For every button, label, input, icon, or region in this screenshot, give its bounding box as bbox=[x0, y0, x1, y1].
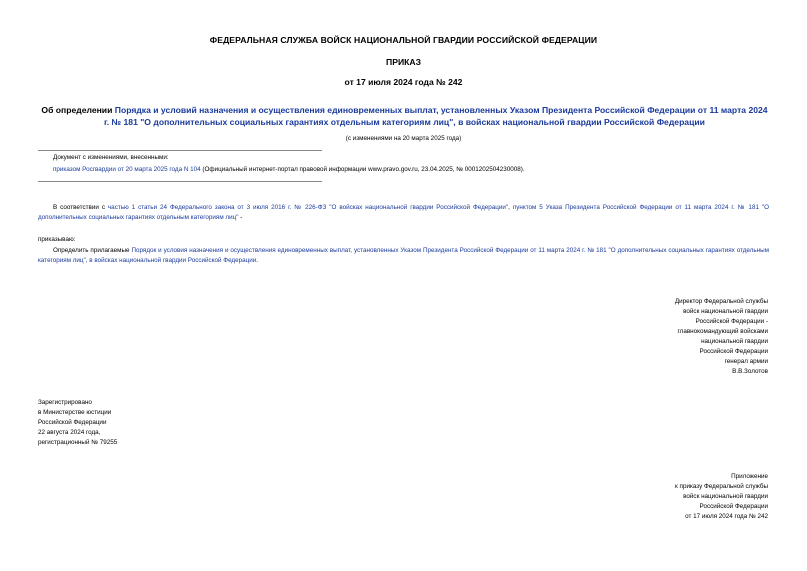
registration-line: Зарегистрировано bbox=[38, 399, 92, 406]
registration-line: Российской Федерации bbox=[38, 419, 107, 426]
divider-bottom bbox=[38, 181, 322, 182]
order-word: приказываю: bbox=[38, 236, 76, 243]
appendix-line: от 17 июля 2024 года № 242 bbox=[685, 513, 768, 520]
signature-block bbox=[675, 297, 768, 377]
signature-line: Директор Федеральной службы bbox=[674, 298, 768, 305]
preamble-paragraph bbox=[38, 203, 769, 223]
preamble-suffix: - bbox=[238, 214, 243, 221]
appendix-line: войск национальной гвардии bbox=[683, 493, 768, 500]
title-prefix: Об определении bbox=[41, 105, 115, 115]
signature-line: Российской Федерации - bbox=[695, 318, 768, 325]
appendix-block bbox=[675, 472, 768, 522]
amendments-note: (с изменениями на 20 марта 2025 года) bbox=[345, 135, 462, 142]
order-prefix: Определить прилагаемые bbox=[53, 247, 132, 254]
registration-line: в Министерстве юстиции bbox=[38, 409, 112, 416]
divider-top bbox=[38, 150, 322, 151]
signature-line: Российской Федерации bbox=[699, 348, 768, 355]
signatory-name: В.В.Золотов bbox=[732, 368, 768, 375]
preamble-separator: , bbox=[508, 204, 513, 211]
decree-link[interactable]: пунктом 5 Указа Президента Российской Федерации от 11 марта 2024 г. № 181 "О дополнительных социальных гарантиях отдельным категориям лиц" bbox=[38, 204, 770, 221]
order-suffix: . bbox=[256, 257, 259, 264]
appendix-line: Приложение bbox=[731, 473, 768, 480]
procedure-link[interactable]: Порядок и условия назначения и осуществления единовременных выплат, установленных Указом Президента Российской Федерации от 11 марта 2024 г. № 181 "О дополнительных социальных гарантиях отдельным категориям лиц", в войсках национальной гвардии Российской Федерации bbox=[38, 247, 770, 264]
amending-source-text: (Официальный интернет-портал правовой информации www.pravo.gov.ru, 23.04.2025, № 0001202504230008). bbox=[200, 166, 525, 173]
preamble-prefix: В соответствии с bbox=[53, 204, 108, 211]
federal-law-link[interactable]: частью 1 статьи 24 Федерального закона от 3 июля 2016 г. № 226-ФЗ "О войсках национальной гвардии Российской Федерации" bbox=[107, 204, 509, 211]
order-paragraph bbox=[38, 246, 769, 266]
signature-line: главнокомандующий войсками bbox=[677, 328, 768, 335]
appendix-line: Российской Федерации bbox=[699, 503, 768, 510]
document-type: ПРИКАЗ bbox=[386, 57, 421, 67]
amending-docs-reference bbox=[53, 166, 525, 173]
registration-line: регистрационный № 79255 bbox=[38, 439, 118, 446]
document-date-number: от 17 июля 2024 года № 242 bbox=[344, 77, 463, 87]
organization-heading: ФЕДЕРАЛЬНАЯ СЛУЖБА ВОЙСК НАЦИОНАЛЬНОЙ ГВАРДИИ РОССИЙСКОЙ ФЕДЕРАЦИИ bbox=[209, 35, 598, 45]
amending-order-link[interactable]: приказом Росгвардии от 20 марта 2025 года N 104 bbox=[53, 166, 201, 173]
appendix-line: к приказу Федеральной службы bbox=[675, 483, 768, 490]
document-title bbox=[38, 104, 771, 128]
signature-line: войск национальной гвардии bbox=[683, 308, 768, 315]
title-link[interactable]: Порядка и условий назначения и осуществления единовременных выплат, установленных Указом Президента Российской Федерации от 11 марта 2024 г. № 181 "О дополнительных социальных гарантиях отдельным категориям лиц", в войсках национальной гвардии Российской Федерации bbox=[104, 105, 768, 127]
registration-line: 22 августа 2024 года, bbox=[38, 429, 101, 436]
amending-docs-label: Документ с изменениями, внесенными: bbox=[53, 154, 169, 161]
signature-line: национальной гвардии bbox=[701, 338, 768, 345]
signature-line: генерал армии bbox=[724, 358, 768, 365]
registration-block bbox=[38, 398, 117, 448]
